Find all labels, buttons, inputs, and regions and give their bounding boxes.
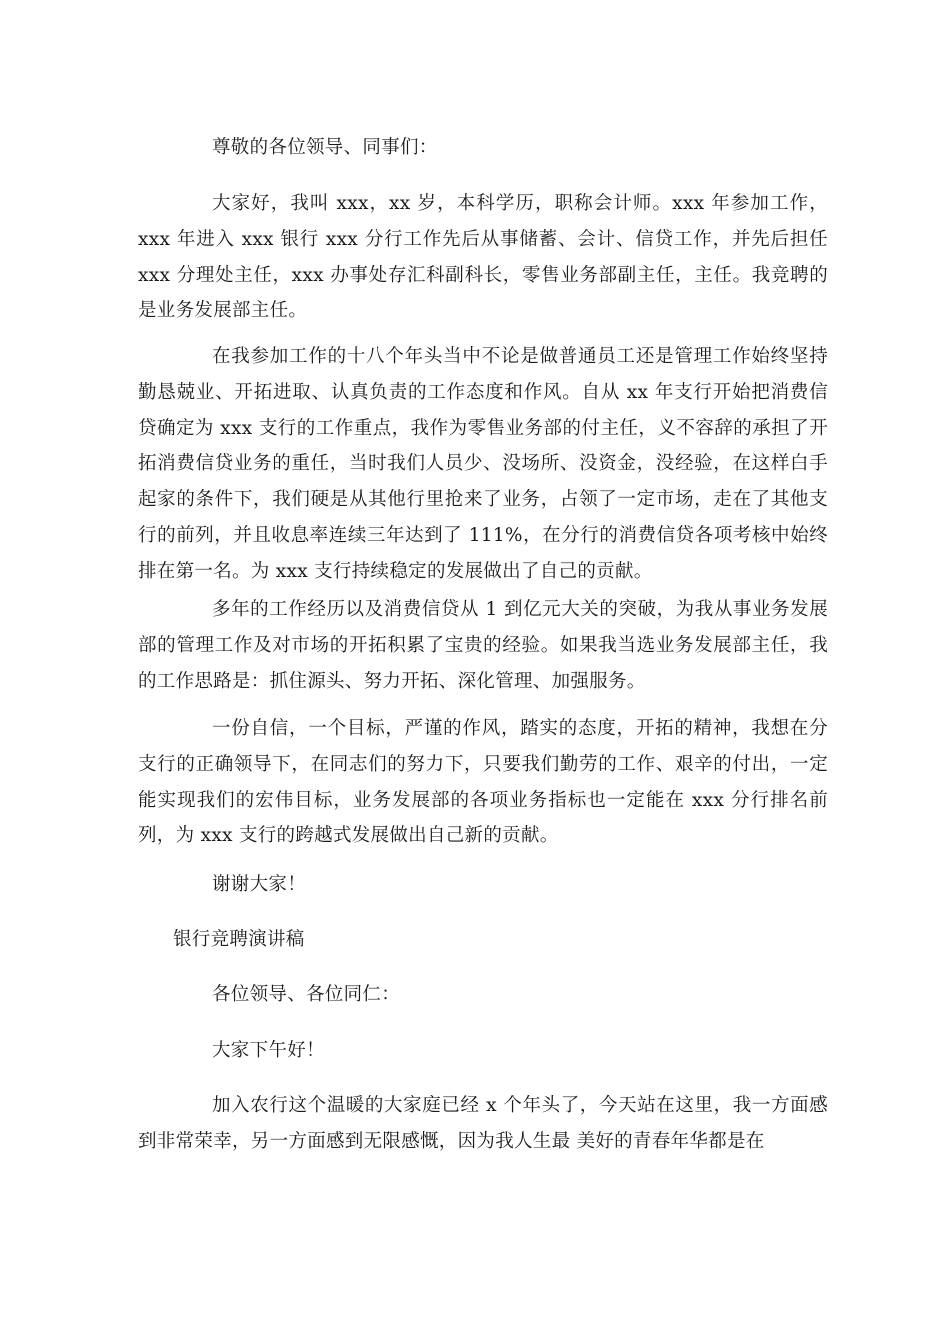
section-title: 银行竞聘演讲稿: [173, 929, 305, 950]
thanks-line: 谢谢大家！: [212, 874, 307, 895]
paragraph-closing: 一份自信，一个目标，严谨的作风，踏实的态度，开拓的精神，我想在分支行的正确领导下，在同志们的努力下，只要我们勤劳的工作、艰辛的付出，一定能实现我们的宏伟目标，业务发展部的各项业务指标也一定能在 xxx 分行排名前列，为 xxx 支行的跨越式发展做出自己新的贡献。: [138, 718, 828, 847]
paragraph-intro: 大家好，我叫 xxx，xx 岁，本科学历，职称会计师。xxx 年参加工作，xxx 年进入 xxx 银行 xxx 分行工作先后从事储蓄、会计、信贷工作，并先后担任 xxx 分理处主任，xxx 办事处存汇科副科长，零售业务部副主任，主任。我竞聘的是业务发展部主任。: [138, 193, 828, 322]
greeting: 尊敬的各位领导、同事们：: [212, 137, 438, 158]
paragraph-final: 加入农行这个温暖的大家庭已经 x 个年头了，今天站在这里，我一方面感到非常荣幸，另一方面感到无限感慨，因为我人生最 美好的青春年华都是在: [138, 1095, 828, 1152]
paragraph-experience: 在我参加工作的十八个年头当中不论是做普通员工还是管理工作始终坚持勤恳兢业、开拓进取、认真负责的工作态度和作风。自从 xx 年支行开始把消费信贷确定为 xxx 支行的工作重点，我作为零售业务部的付主任，义不容辞的承担了开拓消费信贷业务的重任，当时我们人员少、没场所、没资金，没经验，在这样白手起家的条件下，我们硬是从其他行里抢来了业务，占领了一定市场，走在了其他支行的前列，并且收息率连续三年达到了 111%，在分行的消费信贷各项考核中始终排在第一名。为 xxx 支行持续稳定的发展做出了自己的贡献。: [138, 346, 828, 582]
paragraph-plan: 多年的工作经历以及消费信贷从 1 到亿元大关的突破，为我从事业务发展部的管理工作及对市场的开拓积累了宝贵的经验。如果我当选业务发展部主任，我的工作思路是：抓住源头、努力开拓、深化管理、加强服务。: [138, 599, 828, 692]
greeting-second: 各位领导、各位同仁：: [212, 984, 401, 1005]
greeting-afternoon: 大家下午好！: [212, 1040, 325, 1061]
